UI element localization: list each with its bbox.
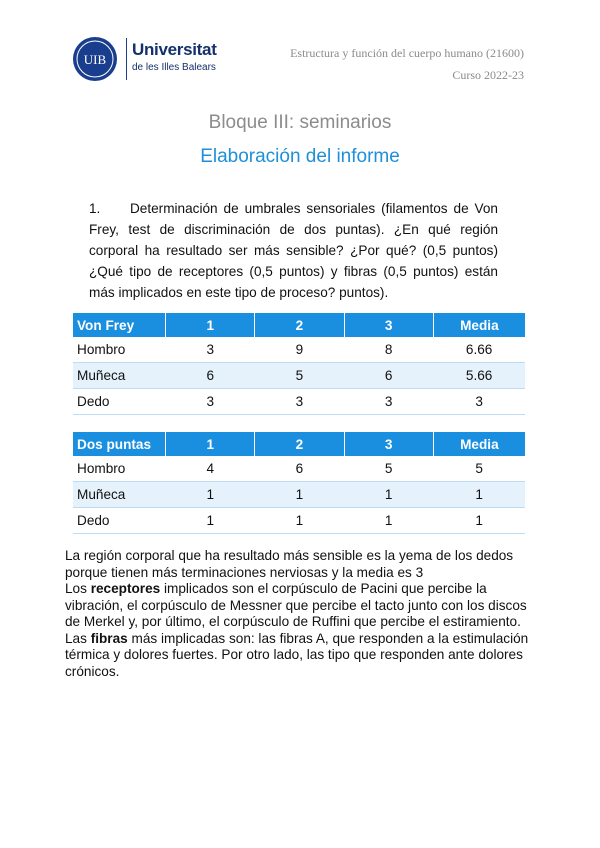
page-title: Elaboración del informe (200, 146, 400, 167)
table-cell: 1 (255, 482, 344, 508)
table-cell: Dedo (73, 508, 166, 534)
table-row (73, 337, 525, 363)
answer-paragraph-1: La región corporal que ha resultado más sensible es la yema de los dedos porque tienen más terminaciones nerviosas y la media es 3 (65, 548, 514, 580)
table-header-cell: Von Frey (73, 313, 166, 337)
table-cell: 3 (166, 389, 255, 415)
table-cell: 3 (166, 337, 255, 363)
table-cell: 5 (344, 456, 433, 482)
table-cell: 6 (166, 363, 255, 389)
table-cell: Hombro (73, 337, 166, 363)
table-row (73, 456, 525, 482)
table-header-cell: 2 (255, 313, 344, 337)
table-cell: 1 (433, 482, 525, 508)
uib-badge-icon (72, 36, 118, 82)
question-text: Determinación de umbrales sensoriales (filamentos de Von Frey, test de discriminación de dos puntas). ¿En qué región corporal ha resultado ser más sensible? ¿Por qué? (0,5 puntos) ¿Qué tipo de receptores (0,5 puntos) y fibras (0,5 puntos) están más implicados en este tipo de proceso? puntos). (89, 201, 498, 300)
answer-text-span: Los (65, 581, 91, 596)
table-cell: 3 (433, 389, 525, 415)
table-cell: Hombro (73, 456, 166, 482)
dos-puntas-table (73, 432, 525, 534)
fibras-keyword: fibras (90, 630, 128, 646)
table-header-row (73, 313, 525, 337)
table-header-cell: 1 (166, 432, 255, 456)
table-cell: Muñeca (73, 363, 166, 389)
table-cell: 8 (344, 337, 433, 363)
table-row (73, 389, 525, 415)
table-cell: 5 (255, 363, 344, 389)
table-cell: 3 (344, 389, 433, 415)
question-number: 1. (89, 201, 101, 216)
table-cell: 1 (344, 482, 433, 508)
course-year: Curso 2022-23 (452, 68, 524, 82)
answer-text-span: más implicadas son: las fibras A, que responden a la estimulación térmica y dolores fuertes. Por otro lado, las tipo que responden ante dolores crónicos. (65, 630, 529, 679)
logo-subtitle: de les Illes Balears (132, 62, 216, 73)
receptores-keyword: receptores (90, 581, 161, 596)
answer-text-span: Las (65, 630, 91, 646)
answer-paragraph-3 (65, 631, 540, 681)
table-cell: 6 (255, 456, 344, 482)
table-cell: 1 (166, 482, 255, 508)
table-cell: Muñeca (73, 482, 166, 508)
logo-badge-text: UIB (83, 52, 107, 67)
course-name: Estructura y función del cuerpo humano (21600) (290, 46, 524, 60)
table-cell: 5 (433, 456, 525, 482)
table-cell: 1 (255, 508, 344, 534)
table-cell: 9 (255, 337, 344, 363)
table-header-cell: Media (433, 432, 525, 456)
table-cell: 3 (255, 389, 344, 415)
table-row (73, 508, 525, 534)
table-header-row (73, 432, 525, 456)
block-title: Bloque III: seminarios (208, 112, 392, 133)
table-cell: 4 (166, 456, 255, 482)
answer-text (65, 548, 540, 680)
answer-text-span: implicados son el corpúsculo de Pacini que percibe la vibración, el corpúsculo de Messner que percibe el tacto junto con los discos de Merkel y, por último, el corpúsculo de Ruffini que percibe el estiramiento. (65, 581, 527, 629)
question-1 (89, 198, 498, 303)
logo-divider (126, 38, 127, 80)
table-row (73, 482, 525, 508)
table-header-cell: 2 (255, 432, 344, 456)
university-logo (72, 36, 242, 86)
table-cell: 5.66 (433, 363, 525, 389)
table-header-cell: Dos puntas (73, 432, 166, 456)
table-header-cell: Media (433, 313, 525, 337)
table-header-cell: 3 (344, 432, 433, 456)
table-row (73, 363, 525, 389)
table-cell: 1 (344, 508, 433, 534)
table-cell: 1 (166, 508, 255, 534)
table-cell: 6.66 (433, 337, 525, 363)
logo-name: Universitat (132, 40, 217, 59)
answer-paragraph-2 (65, 581, 540, 631)
table-cell: Dedo (73, 389, 166, 415)
table-cell: 6 (344, 363, 433, 389)
von-frey-table (73, 313, 525, 415)
table-cell: 1 (433, 508, 525, 534)
table-header-cell: 3 (344, 313, 433, 337)
table-header-cell: 1 (166, 313, 255, 337)
